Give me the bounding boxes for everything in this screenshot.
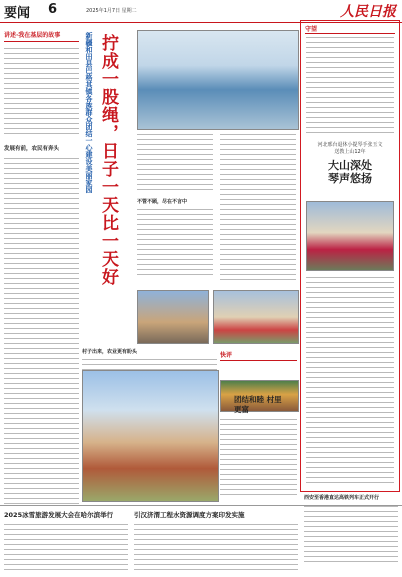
quick-comment-body	[220, 419, 297, 499]
right-box-body-top	[306, 37, 394, 137]
right-box-label: 守望	[305, 24, 395, 34]
middle-body-text-a	[137, 134, 213, 194]
middle-column-a	[137, 134, 213, 284]
middle-body-text-b	[137, 209, 213, 279]
photo-violin-class	[306, 201, 394, 271]
left-column-label: 讲述·我在基层的故事	[4, 30, 79, 42]
left-body-text-2	[4, 158, 79, 508]
bottom-story-3	[304, 494, 398, 568]
right-feature-box	[300, 20, 400, 492]
main-story-title: 拧成一股绳，日子一天比一天好	[98, 34, 118, 286]
bottom-body-2	[134, 524, 298, 574]
bottom-headline-2: 引汉济渭工程水资源调度方案印发实施	[134, 511, 245, 519]
photo-village-1	[137, 290, 209, 344]
middle-body-text-c	[220, 134, 296, 284]
photo-town-aerial	[82, 370, 219, 502]
bottom-story-2	[134, 510, 298, 574]
left-subhead: 发展有前，农民有奔头	[4, 146, 60, 152]
right-box-body-bottom	[306, 277, 394, 487]
issue-date: 2025年1月7日 星期二	[86, 8, 137, 14]
right-box-kicker: 河北邢台退休小提琴手张玉文 送教上山12年	[317, 142, 383, 155]
bottom-story-1	[4, 510, 128, 574]
quick-comment-label: 快评	[220, 350, 297, 361]
left-body-text	[4, 48, 79, 138]
bottom-headline-3: 西安至香港直达高铁列车正式开行	[304, 495, 380, 501]
newspaper-logo: 人民日报	[340, 4, 396, 20]
section-name: 要闻	[4, 6, 31, 21]
page-number: 6	[48, 2, 58, 17]
photo-village-2	[213, 290, 299, 344]
bottom-news-strip	[0, 495, 402, 577]
middle-column-b	[220, 134, 296, 284]
bottom-body-1	[4, 524, 128, 574]
quick-comment-title: 团结和睦 村里更富	[234, 395, 282, 414]
middle-subhead-2: 村子出来，农业更有盼头	[82, 349, 138, 355]
main-story-subtitle: 新疆和田县巴格其镇各族群众团结一心建设美丽家园	[85, 32, 93, 193]
left-column	[4, 30, 79, 500]
middle-subhead-1: 不管不顾，尽在不言中	[137, 199, 188, 205]
right-box-title: 大山深处 琴声悠扬	[328, 159, 372, 185]
quick-comment-block	[220, 350, 297, 500]
bottom-body-3	[304, 506, 398, 568]
bottom-headline-1: 2025冰雪旅游发展大会在哈尔滨举行	[4, 511, 114, 519]
main-photo-students	[137, 30, 299, 130]
